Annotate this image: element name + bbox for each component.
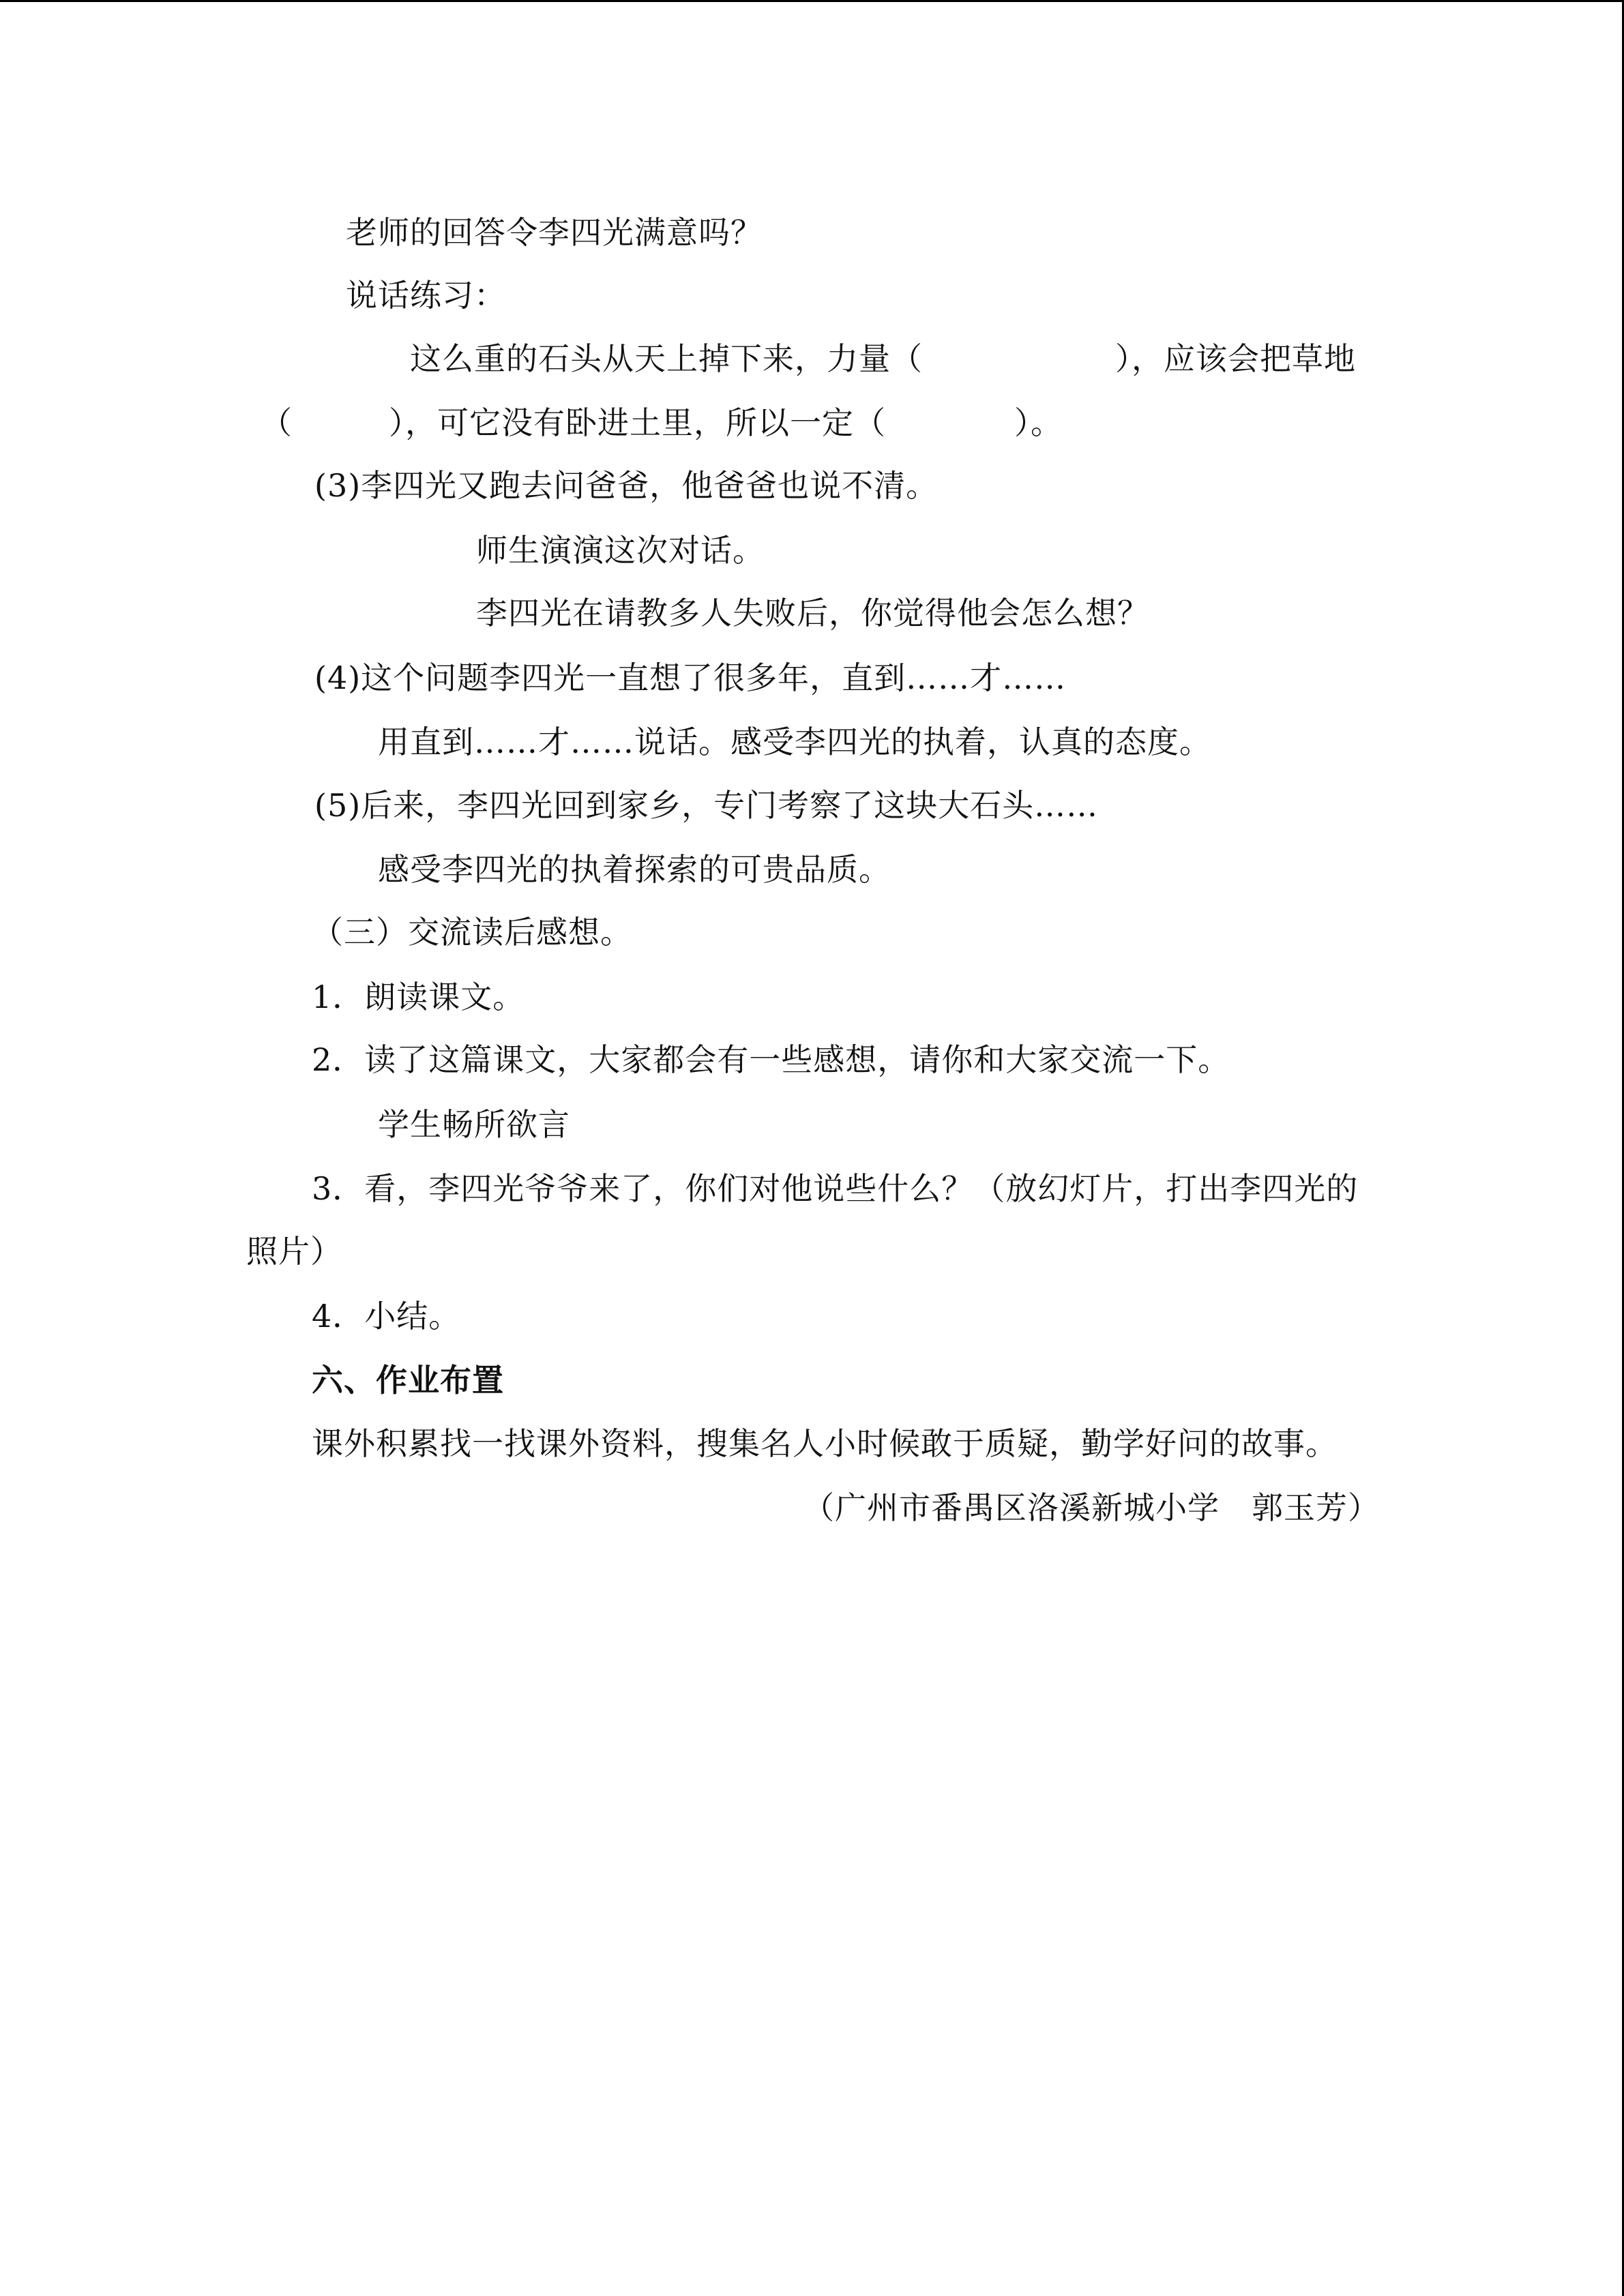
fill-in-sentence-line-1: 这么重的石头从天上掉下来，力量（ ），应该会把草地 <box>410 340 1356 377</box>
step-4-line: (4)这个问题李四光一直想了很多年，直到……才…… <box>314 659 1067 696</box>
speaking-practice-label: 说话练习： <box>346 277 506 314</box>
item-3-continuation-line: 照片） <box>246 1233 342 1270</box>
item-3-line: 3．看，李四光爷爷来了，你们对他说些什么？（放幻灯片，打出李四光的 <box>312 1170 1359 1207</box>
step-3-activity-line: 师生演演这次对话。 <box>476 532 765 569</box>
item-2-activity-line: 学生畅所欲言 <box>378 1106 570 1143</box>
item-4-line: 4．小结。 <box>312 1298 461 1335</box>
author-credit: （广州市番禺区洛溪新城小学 郭玉芳） <box>803 1489 1380 1526</box>
homework-heading: 六、作业布置 <box>312 1362 504 1399</box>
step-3-question-line: 李四光在请教多人失败后，你觉得他会怎么想？ <box>476 595 1149 631</box>
step-5-line: (5)后来，李四光回到家乡，专门考察了这块大石头…… <box>314 787 1099 824</box>
step-4-activity-line: 用直到……才……说话。感受李四光的执着，认真的态度。 <box>378 724 1211 760</box>
step-3-line: (3)李四光又跑去问爸爸，他爸爸也说不清。 <box>314 467 939 504</box>
fill-in-sentence-line-2: （ ），可它没有卧进土里，所以一定（ ）。 <box>261 404 1063 441</box>
step-5-activity-line: 感受李四光的执着探索的可贵品质。 <box>378 851 891 888</box>
question-line: 老师的回答令李四光满意吗？ <box>346 214 763 251</box>
item-2-line: 2．读了这篇课文，大家都会有一些感想，请你和大家交流一下。 <box>312 1041 1230 1078</box>
homework-text-line: 课外积累找一找课外资料，搜集名人小时候敢于质疑，勤学好问的故事。 <box>312 1425 1338 1462</box>
item-1-line: 1．朗读课文。 <box>312 979 525 1015</box>
section-three-heading: （三）交流读后感想。 <box>312 914 632 951</box>
